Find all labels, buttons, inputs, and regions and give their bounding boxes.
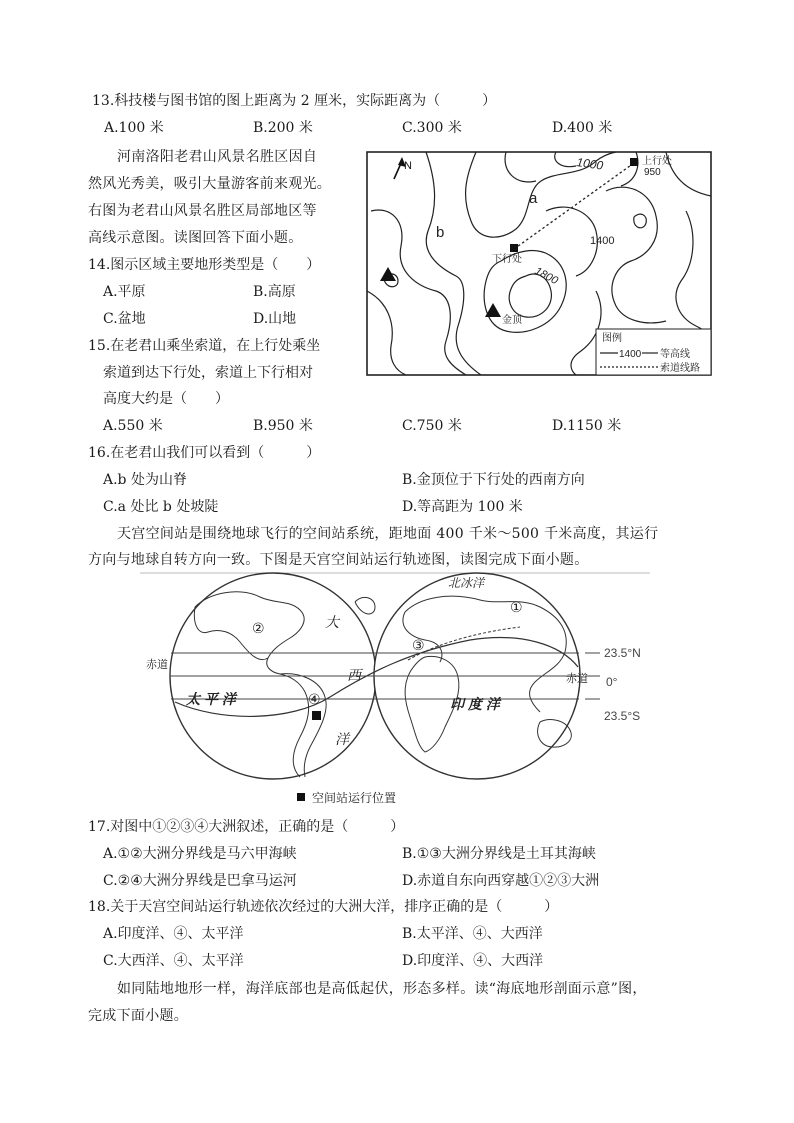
label-atlantic-1: 大 (325, 614, 339, 630)
legend-cable-label: 索道线路 (660, 363, 700, 374)
question-15-line-3: 高度大约是（ ） (103, 391, 229, 407)
q14-option-b: B.高原 (253, 284, 296, 300)
q15-option-c: C.750 米 (402, 418, 462, 434)
legend-contour-value: 1400 (619, 349, 642, 360)
q16-option-d: D.等高距为 100 米 (402, 499, 523, 515)
question-15-line-2: 索道到达下行处，索道上下行相对 (103, 365, 313, 381)
station-upper-marker (630, 158, 638, 166)
intro1-line-1: 河南洛阳老君山风景名胜区因自 (117, 149, 318, 165)
label-atlantic-3: 洋 (335, 731, 349, 747)
q18-option-a: A.印度洋、④、太平洋 (103, 926, 244, 942)
intro2-line-1: 天宫空间站是围绕地球飞行的空间站系统，距地面 400 千米～500 千米高度，其运行 (117, 526, 659, 542)
q13-option-a: A.100 米 (104, 120, 164, 136)
legend-contour-label: 等高线 (660, 349, 690, 360)
map-legend (596, 329, 711, 375)
q13-option-b: B.200 米 (253, 120, 313, 136)
q17-option-a: A.①②大洲分界线是马六甲海峡 (103, 846, 297, 862)
label-pacific: 太 平 洋 (186, 691, 236, 707)
intro3-line-1: 如同陆地地形一样，海洋底部也是高低起伏，形态多样。读“海底地形剖面示意”图， (117, 981, 647, 997)
question-15-line-1: 15.在老君山乘坐索道，在上行处乘坐 (88, 338, 321, 354)
label-arctic: 北冰洋 (448, 576, 485, 590)
letter-b: b (436, 224, 445, 241)
question-17-stem: 17.对图中①②③④大洲叙述，正确的是（ ） (88, 819, 405, 835)
world-map (140, 572, 660, 810)
q17-option-d: D.赤道自东向西穿越①②③大洲 (402, 873, 600, 889)
q17-option-b: B.①③大洲分界线是土耳其海峡 (402, 846, 596, 862)
intro1-line-3: 右图为老君山风景名胜区局部地区等 (88, 203, 317, 219)
letter-a: a (529, 190, 538, 207)
label-lower-station: 下行处 (492, 254, 522, 265)
intro2-line-2: 方向与地球自转方向一致。下图是天宫空间站运行轨迹图，读图完成下面小题。 (88, 552, 589, 568)
svg-text:图例: 图例 (602, 333, 622, 344)
contour-label-950: 950 (644, 167, 661, 178)
contour-label-1400: 1400 (590, 235, 615, 247)
q13-option-d: D.400 米 (552, 120, 613, 136)
q18-option-d: D.印度洋、④、大西洋 (402, 953, 544, 969)
lat-0: 0° (606, 675, 618, 689)
question-13-stem: 13.科技楼与图书馆的图上距离为 2 厘米，实际距离为（ ） (92, 93, 497, 109)
question-16-stem: 16.在老君山我们可以看到（ ） (88, 445, 321, 461)
q18-option-c: C.大西洋、④、太平洋 (103, 953, 244, 969)
q15-option-a: A.550 米 (103, 418, 163, 434)
lat-23n: 23.5°N (604, 646, 641, 660)
intro1-line-4: 高线示意图。读图回答下面小题。 (88, 230, 303, 246)
station-position-marker (312, 711, 321, 720)
label-equator-left: 赤道 (146, 659, 168, 671)
intro1-line-2: 然风光秀美，吸引大量游客前来观光。 (88, 176, 332, 192)
label-upper-station: 上行处 (642, 156, 672, 167)
label-continent-4: ④ (308, 691, 321, 707)
q14-option-a: A.平原 (103, 284, 146, 300)
contour-map (366, 151, 712, 376)
label-equator-right: 赤道 (566, 673, 588, 685)
label-summit: 金顶 (502, 315, 522, 326)
legend-station-marker (297, 793, 305, 801)
q16-option-b: B.金顶位于下行处的西南方向 (402, 472, 585, 488)
q14-option-d: D.山地 (253, 311, 297, 327)
question-14-stem: 14.图示区域主要地形类型是（ ） (88, 257, 321, 273)
q14-option-c: C.盆地 (103, 311, 146, 327)
q13-option-c: C.300 米 (402, 120, 462, 136)
contour-label-1800: 1800 (532, 265, 560, 288)
contour-label-1000: 1000 (575, 155, 604, 173)
svg-text:N: N (404, 160, 412, 172)
q18-option-b: B.太平洋、④、大西洋 (402, 926, 543, 942)
station-lower-marker (510, 244, 518, 252)
lat-23s: 23.5°S (604, 709, 641, 723)
intro3-line-2: 完成下面小题。 (88, 1008, 189, 1024)
q15-option-d: D.1150 米 (552, 418, 622, 434)
label-continent-1: ① (510, 599, 523, 615)
label-atlantic-2: 西 (347, 667, 361, 683)
label-indian-ocean: 印 度 洋 (450, 696, 500, 712)
q15-option-b: B.950 米 (253, 418, 313, 434)
q17-option-c: C.②④大洲分界线是巴拿马运河 (103, 873, 297, 889)
label-continent-3: ③ (412, 637, 425, 653)
legend-station-label: 空间站运行位置 (312, 791, 397, 805)
label-continent-2: ② (252, 620, 265, 636)
question-18-stem: 18.关于天宫空间站运行轨迹依次经过的大洲大洋，排序正确的是（ ） (88, 899, 559, 915)
q16-option-c: C.a 处比 b 处坡陡 (103, 499, 219, 515)
q16-option-a: A.b 处为山脊 (103, 472, 187, 488)
